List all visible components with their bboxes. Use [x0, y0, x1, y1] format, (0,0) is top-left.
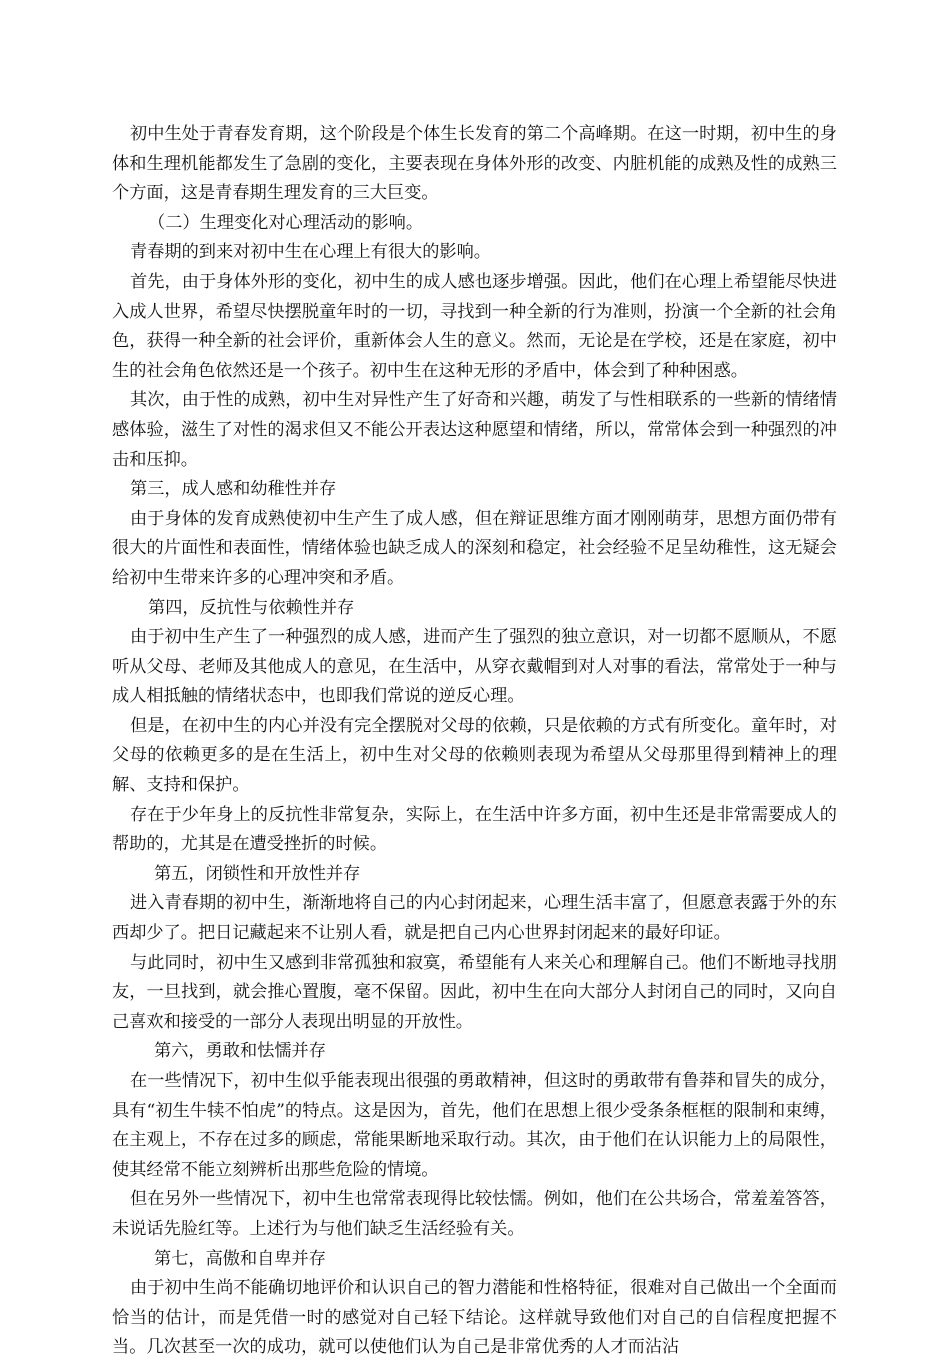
- paragraph-fourth-dependence: 但是，在初中生的内心并没有完全摆脱对父母的依赖，只是依赖的方式有所变化。童年时，对父母的依赖更多的是在生活上，初中生对父母的依赖则表现为希望从父母那里得到精神上的理解、支持和保护。: [112, 715, 837, 796]
- paragraph-fourth-complexity: 存在于少年身上的反抗性非常复杂，实际上，在生活中许多方面，初中生还是非常需要成人的帮助的，尤其是在遭受挫折的时候。: [112, 804, 837, 855]
- paragraph-fifth-closed: 进入青春期的初中生，渐渐地将自己的内心封闭起来，心理生活丰富了，但愿意表露于外的东西却少了。把日记藏起来不让别人看，就是把自己内心世界封闭起来的最好印证。: [112, 893, 837, 944]
- heading-fifth-closed-open: 第五，闭锁性和开放性并存: [154, 863, 361, 884]
- heading-seventh-proud-inferior: 第七，高傲和自卑并存: [154, 1248, 326, 1269]
- heading-sixth-brave-timid: 第六，勇敢和怯懦并存: [154, 1041, 326, 1062]
- section-heading-physiological-influence: （二）生理变化对心理活动的影响。: [148, 212, 424, 233]
- paragraph-fifth-open: 与此同时，初中生又感到非常孤独和寂寞，希望能有人来关心和理解自己。他们不断地寻找朋友，一旦找到，就会推心置腹，毫不保留。因此，初中生在向大部分人封闭自己的同时，又向自己喜欢和接受的一部分人表现出明显的开放性。: [112, 952, 837, 1032]
- paragraph-third-body: 由于身体的发育成熟使初中生产生了成人感，但在辩证思维方面才刚刚萌芽，思想方面仍带有很大的片面性和表面性，情绪体验也缺乏成人的深刻和稳定，社会经验不足呈幼稚性，这无疑会给初中生带来许多的心理冲突和矛盾。: [112, 508, 837, 588]
- paragraph-sixth-brave: 在一些情况下，初中生似乎能表现出很强的勇敢精神，但这时的勇敢带有鲁莽和冒失的成分，具有“初生牛犊不怕虎”的特点。这是因为，首先，他们在思想上很少受条条框框的限制和束缚，在主观上，不存在过多的顾虑，常能果断地采取行动。其次，由于他们在认识能力上的局限性，使其经常不能立刻辨析出那些危险的情境。: [112, 1071, 837, 1180]
- paragraph-fourth-rebellion: 由于初中生产生了一种强烈的成人感，进而产生了强烈的独立意识，对一切都不愿顺从，不愿听从父母、老师及其他成人的意见，在生活中，从穿衣戴帽到对人对事的看法，常常处于一种与成人相抵触的情绪状态中，也即我们常说的逆反心理。: [112, 627, 837, 707]
- heading-fourth-rebellion-dependence: 第四，反抗性与依赖性并存: [148, 597, 355, 618]
- heading-third-adult-and-naive: 第三，成人感和幼稚性并存: [130, 479, 337, 500]
- document-page: [112, 120, 837, 1363]
- paragraph-puberty-intro: 青春期的到来对初中生在心理上有很大的影响。: [130, 242, 491, 263]
- paragraph-seventh-body: 由于初中生尚不能确切地评价和认识自己的智力潜能和性格特征，很难对自己做出一个全面而恰当的估计，而是凭借一时的感觉对自己轻下结论。这样就导致他们对自己的自信程度把握不当。几次甚至一次的成功，就可以使他们认为自己是非常优秀的人才而沾沾: [112, 1278, 837, 1358]
- paragraph-physical-development: 初中生处于青春发育期，这个阶段是个体生长发育的第二个高峰期。在这一时期，初中生的身体和生理机能都发生了急剧的变化，主要表现在身体外形的改变、内脏机能的成熟及性的成熟三个方面，这是青春期生理发育的三大巨变。: [112, 124, 837, 204]
- paragraph-second-sexual-maturity: 其次，由于性的成熟，初中生对异性产生了好奇和兴趣，萌发了与性相联系的一些新的情绪情感体验，滋生了对性的渴求但又不能公开表达这种愿望和情绪，所以，常常体会到一种强烈的冲击和压抑。: [112, 390, 837, 470]
- paragraph-sixth-timid: 但在另外一些情况下，初中生也常常表现得比较怯懦。例如，他们在公共场合，常羞羞答答，未说话先脸红等。上述行为与他们缺乏生活经验有关。: [112, 1189, 837, 1239]
- paragraph-first-adult-sense: 首先，由于身体外形的变化，初中生的成人感也逐步增强。因此，他们在心理上希望能尽快进入成人世界，希望尽快摆脱童年时的一切，寻找到一种全新的行为准则，扮演一个全新的社会角色，获得一种全新的社会评价，重新体会人生的意义。然而，无论是在学校，还是在家庭，初中生的社会角色依然还是一个孩子。初中生在这种无形的矛盾中，体会到了种种困惑。: [112, 271, 837, 381]
